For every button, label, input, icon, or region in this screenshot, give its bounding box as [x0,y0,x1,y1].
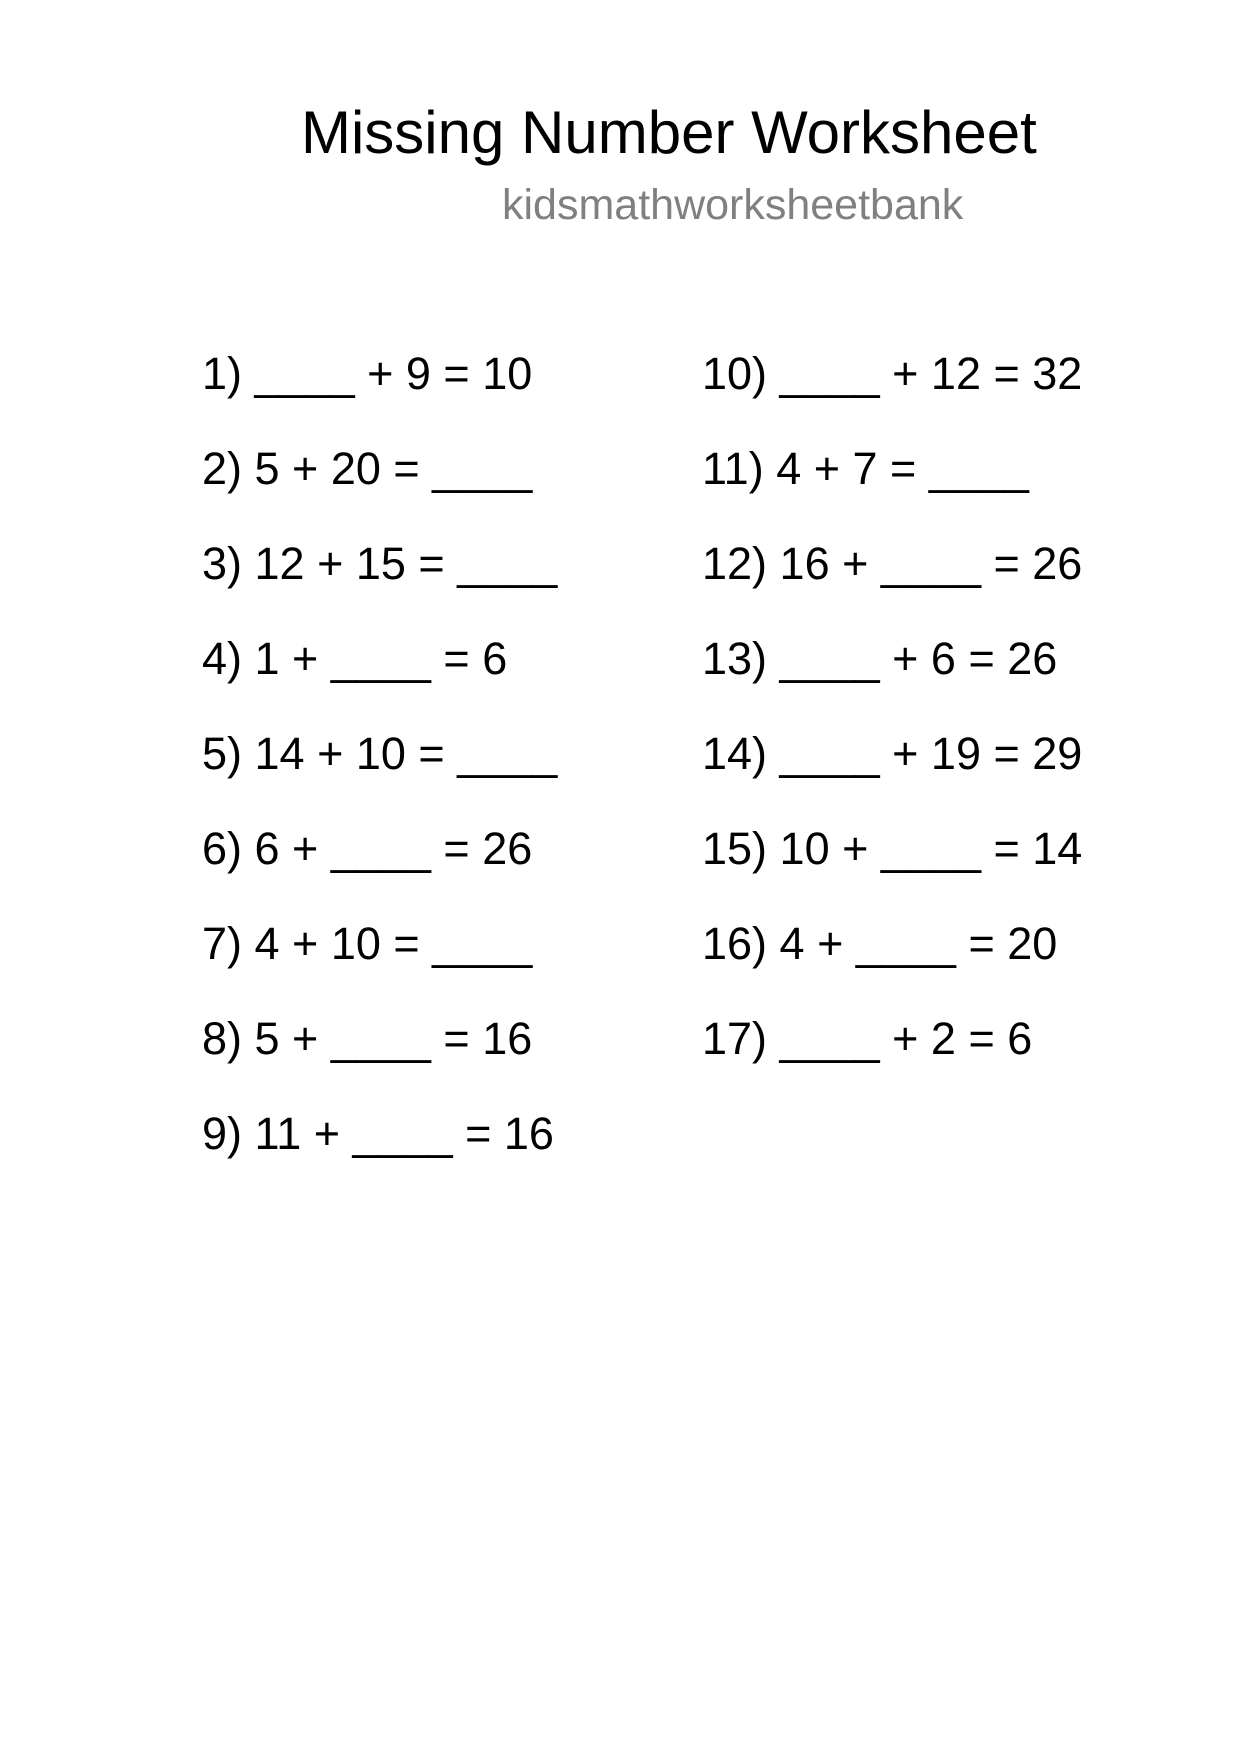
problem-15: 15) 10 + ____ = 14 [702,823,1083,874]
problem-5: 5) 14 + 10 = ____ [202,728,558,779]
problem-4: 4) 1 + ____ = 6 [202,633,508,684]
problem-14: 14) ____ + 19 = 29 [702,728,1083,779]
problem-16: 16) 4 + ____ = 20 [702,918,1058,969]
worksheet-source: kidsmathworksheetbank [502,181,964,229]
worksheet-title: Missing Number Worksheet [301,99,1037,166]
problem-1: 1) ____ + 9 = 10 [202,348,533,399]
problem-11: 11) 4 + 7 = ____ [702,443,1029,494]
problem-10: 10) ____ + 12 = 32 [702,348,1083,399]
problem-12: 12) 16 + ____ = 26 [702,538,1083,589]
problem-7: 7) 4 + 10 = ____ [202,918,533,969]
problem-8: 8) 5 + ____ = 16 [202,1013,533,1064]
problem-9: 9) 11 + ____ = 16 [202,1108,554,1159]
problem-17: 17) ____ + 2 = 6 [702,1013,1033,1064]
problem-13: 13) ____ + 6 = 26 [702,633,1058,684]
problem-3: 3) 12 + 15 = ____ [202,538,558,589]
problem-6: 6) 6 + ____ = 26 [202,823,533,874]
problem-2: 2) 5 + 20 = ____ [202,443,533,494]
